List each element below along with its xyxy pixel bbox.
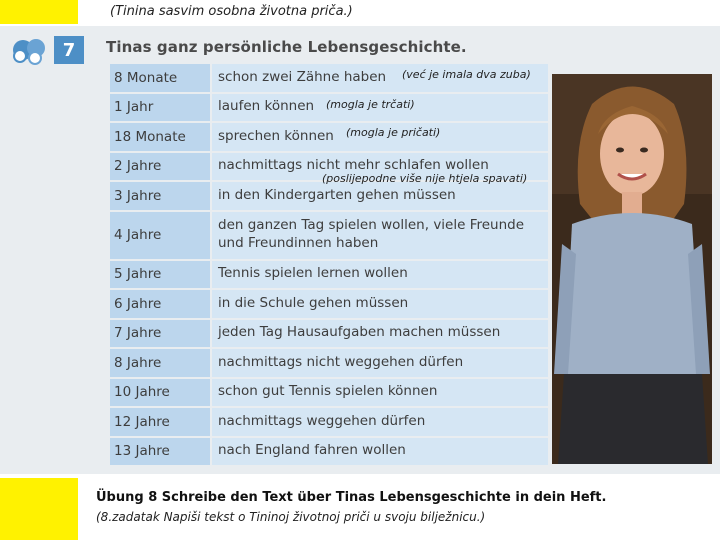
top-translation-note: (Tinina sasvim osobna životna priča.) [110,4,353,19]
table-row [110,438,548,466]
age-cell: 1 Jahr [110,94,210,122]
table-row [110,261,548,289]
table-row [110,290,548,318]
age-cell: 13 Jahre [110,438,210,466]
table-row [110,349,548,377]
age-cell: 4 Jahre [110,212,210,259]
age-cell: 3 Jahre [110,182,210,210]
age-cell: 7 Jahre [110,320,210,348]
age-cell: 8 Jahre [110,349,210,377]
girl-portrait-photo [552,74,712,464]
age-cell: 10 Jahre [110,379,210,407]
table-row [110,408,548,436]
table-row [110,379,548,407]
age-cell: 18 Monate [110,123,210,151]
yellow-corner-bottom [0,478,78,540]
age-cell: 5 Jahre [110,261,210,289]
task-instruction-german: Übung 8 Schreibe den Text über Tinas Lebensgeschichte in dein Heft. [96,490,607,505]
activity-cell: nach England fahren wollen [212,438,548,466]
exercise-title: Tinas ganz persönliche Lebensgeschichte. [106,38,467,56]
age-cell: 2 Jahre [110,153,210,181]
exercise-number-badge: 7 [54,36,84,64]
age-cell: 6 Jahre [110,290,210,318]
age-cell: 12 Jahre [110,408,210,436]
activity-cell: schon zwei Zähne haben [212,64,548,92]
activity-cell: laufen können [212,94,548,122]
age-cell: 8 Monate [110,64,210,92]
task-instruction-croatian: (8.zadatak Napiši tekst o Tininoj životnoj priči u svoju bilježnicu.) [96,510,486,524]
life-story-table [110,64,548,467]
translation-note: (poslijepodne više nije htjela spavati) [322,172,528,185]
translation-note: (mogla je pričati) [346,126,441,139]
table-row [110,212,548,259]
table-row [110,320,548,348]
activity-cell: in die Schule gehen müssen [212,290,548,318]
translation-note: (već je imala dva zuba) [402,68,531,81]
activity-cell: sprechen können [212,123,548,151]
activity-cell: nachmittags weggehen dürfen [212,408,548,436]
translation-note: (mogla je trčati) [326,98,415,111]
portrait-illustration [552,74,712,464]
activity-cell: schon gut Tennis spielen können [212,379,548,407]
activity-cell: den ganzen Tag spielen wollen, viele Freunde und Freundinnen haben [212,212,548,259]
table-row [110,182,548,210]
activity-cell: jeden Tag Hausaufgaben machen müssen [212,320,548,348]
activity-cell: nachmittags nicht mehr schlafen wollen [212,153,548,181]
textbook-page [0,26,720,474]
activity-cell: in den Kindergarten gehen müssen [212,182,548,210]
speakers-icon [8,36,50,68]
yellow-corner-top [0,0,78,24]
activity-cell: Tennis spielen lernen wollen [212,261,548,289]
table-row [110,123,548,151]
activity-cell: nachmittags nicht weggehen dürfen [212,349,548,377]
